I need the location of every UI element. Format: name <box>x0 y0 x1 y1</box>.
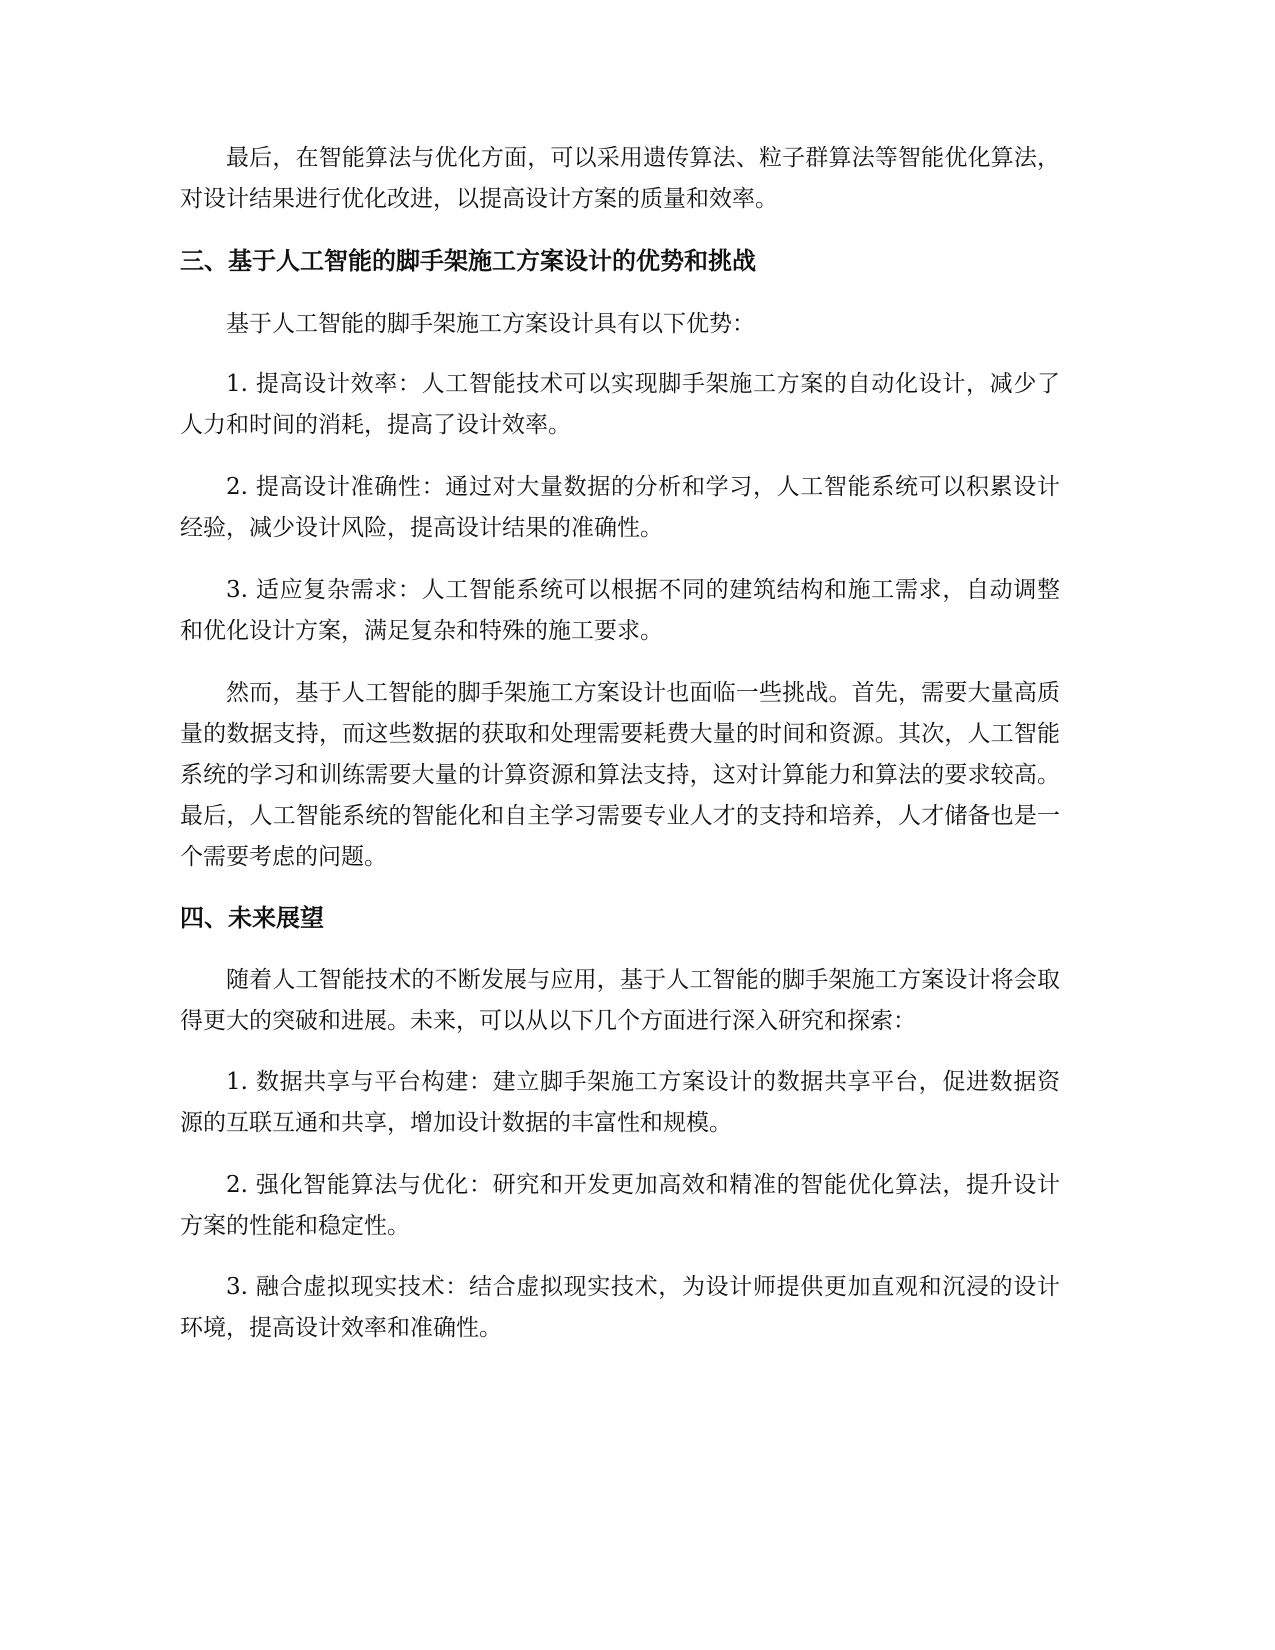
advantage-item-1: 1. 提高设计效率：人工智能技术可以实现脚手架施工方案的自动化设计，减少了人力和时间的消耗，提高了设计效率。 <box>180 371 1060 438</box>
section-3-heading: 三、基于人工智能的脚手架施工方案设计的优势和挑战 <box>180 247 756 275</box>
section-4-intro: 随着人工智能技术的不断发展与应用，基于人工智能的脚手架施工方案设计将会取得更大的突破和进展。未来，可以从以下几个方面进行深入研究和探索： <box>180 967 1060 1034</box>
paragraph-intelligent-algorithms: 最后，在智能算法与优化方面，可以采用遗传算法、粒子群算法等智能优化算法，对设计结果进行优化改进，以提高设计方案的质量和效率。 <box>180 145 1060 212</box>
advantage-item-3: 3. 适应复杂需求：人工智能系统可以根据不同的建筑结构和施工需求，自动调整和优化设计方案，满足复杂和特殊的施工要求。 <box>180 577 1060 644</box>
section-3-intro: 基于人工智能的脚手架施工方案设计具有以下优势： <box>226 311 755 337</box>
advantage-item-2: 2. 提高设计准确性：通过对大量数据的分析和学习，人工智能系统可以积累设计经验，减少设计风险，提高设计结果的准确性。 <box>180 474 1060 541</box>
challenges-paragraph: 然而，基于人工智能的脚手架施工方案设计也面临一些挑战。首先，需要大量高质量的数据支持，而这些数据的获取和处理需要耗费大量的时间和资源。其次，人工智能系统的学习和训练需要大量的计算资源和算法支持，这对计算能力和算法的要求较高。最后，人工智能系统的智能化和自主学习需要专业人才的支持和培养，人才储备也是一个需要考虑的问题。 <box>180 680 1060 870</box>
outlook-item-2: 2. 强化智能算法与优化：研究和开发更加高效和精准的智能优化算法，提升设计方案的性能和稳定性。 <box>180 1172 1060 1239</box>
outlook-item-1: 1. 数据共享与平台构建：建立脚手架施工方案设计的数据共享平台，促进数据资源的互联互通和共享，增加设计数据的丰富性和规模。 <box>180 1069 1060 1136</box>
outlook-item-3: 3. 融合虚拟现实技术：结合虚拟现实技术，为设计师提供更加直观和沉浸的设计环境，提高设计效率和准确性。 <box>180 1274 1060 1341</box>
section-4-heading: 四、未来展望 <box>180 904 324 932</box>
